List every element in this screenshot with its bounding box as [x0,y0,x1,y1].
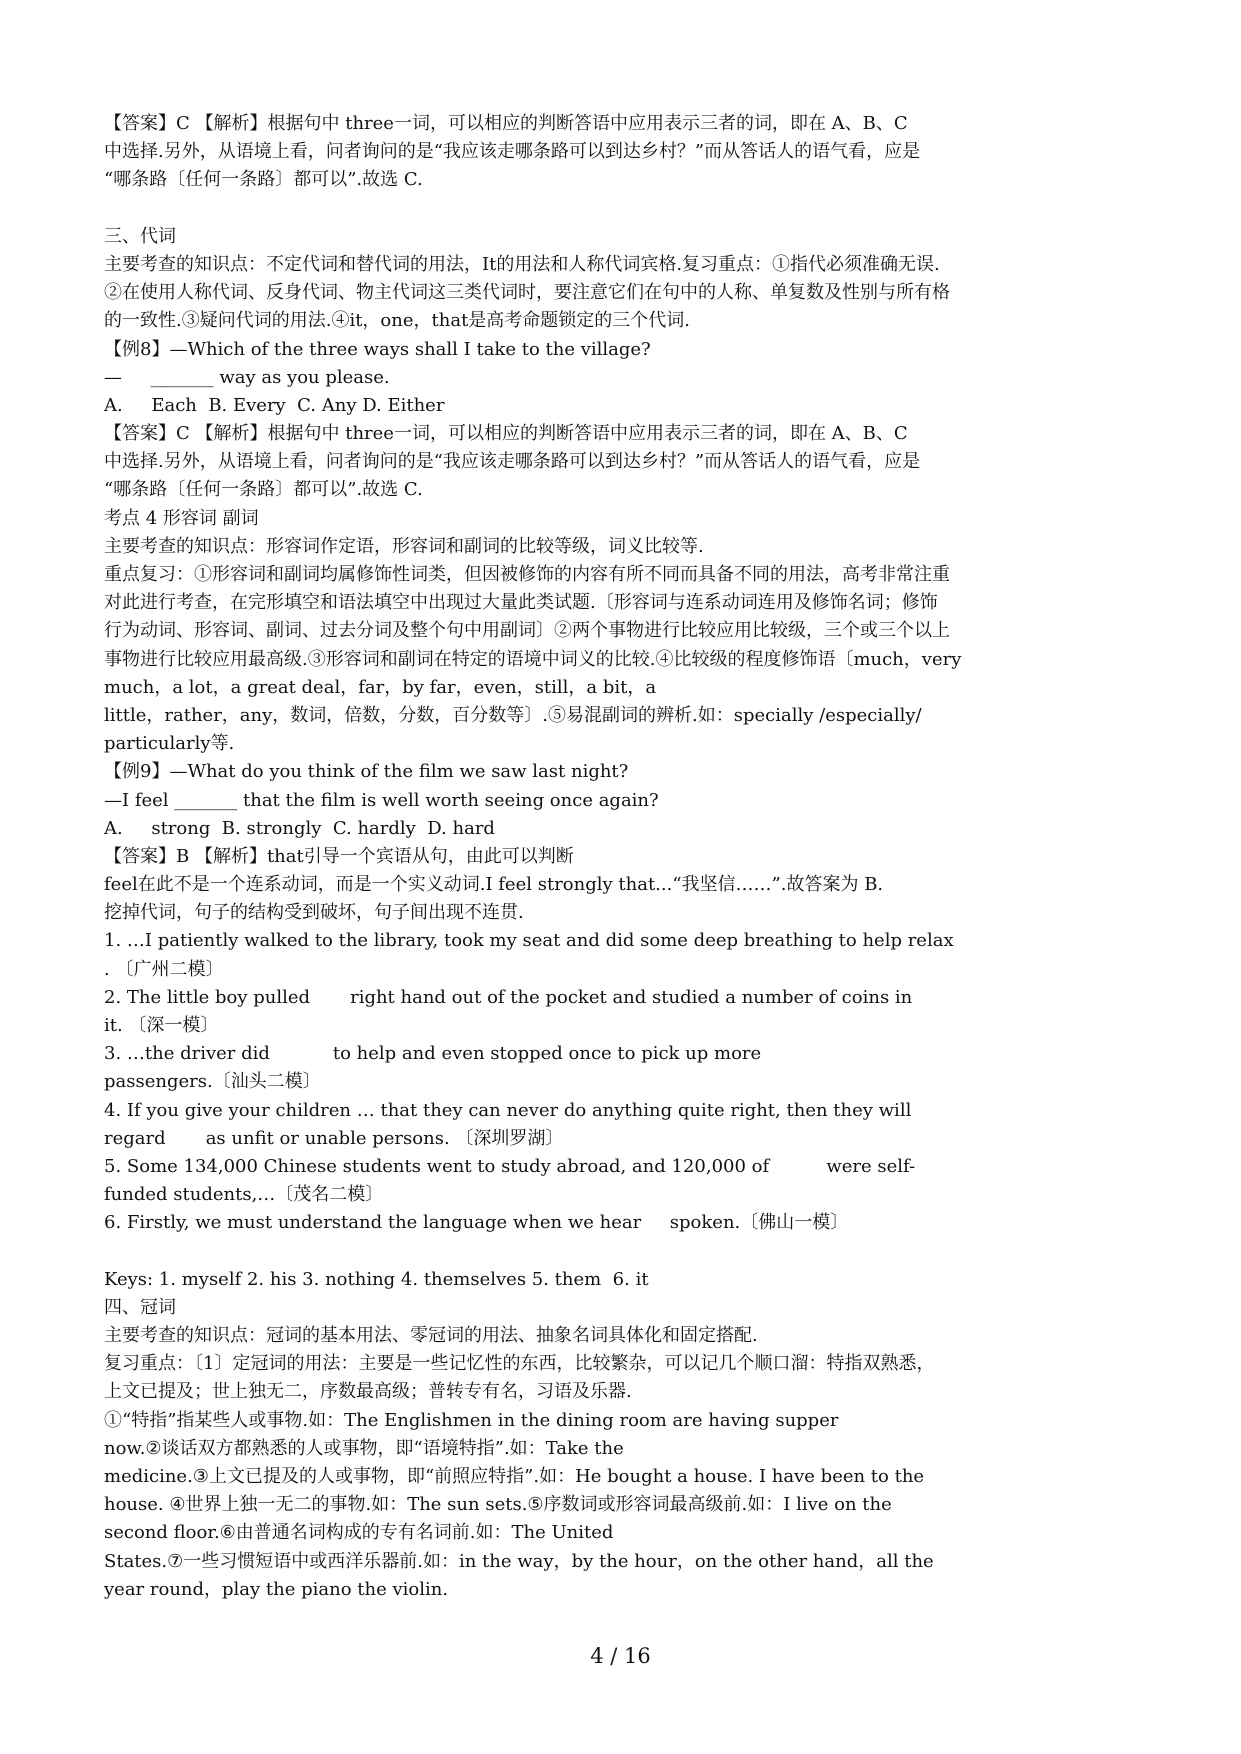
text-line: medicine.③上文已提及的人或事物，即“前照应特指”.如：He bought a house. I have been to the [104,1466,925,1487]
text-line: 【例8】—Which of the three ways shall I take to the village? [104,338,651,360]
text-line: 上文已提及；世上独无二，序数最高级；普转专有名，习语及乐器. [104,1381,632,1403]
text-line: 5. Some 134,000 Chinese students went to study abroad, and 120,000 of were self- [104,1155,916,1177]
text-line: house. ④世界上独一无二的事物.如：The sun sets.⑤序数词或形容词最高级前.如：I live on the [104,1494,892,1516]
text-line: 2. The little boy pulled right hand out of the pocket and studied a number of coins in [104,986,913,1008]
text-line: 6. Firstly, we must understand the language when we hear spoken.〔佛山一模〕 [104,1212,849,1234]
text-line: 四、冠词 [104,1296,176,1318]
text-line: it. 〔深一模〕 [104,1015,219,1036]
text-line: 三、代词 [104,225,176,247]
text-line: year round，play the piano the violin. [104,1578,449,1600]
text-line: 【答案】C 【解析】根据句中 three一词，可以相应的判断答语中应用表示三者的词，即在 A、B、C [104,113,908,134]
text-line: ①“特指”指某些人或事物.如：The Englishmen in the dining room are having supper [104,1409,839,1431]
text-line: “哪条路〔任何一条路〕都可以”.故选 C. [104,479,423,501]
text-line: 中选择.另外，从语境上看，问者询问的是“我应该走哪条路可以到达乡村？”而从答话人的语气看，应是 [104,141,921,163]
text-line [104,195,1140,223]
text-line: particularly等. [104,733,235,755]
text-line: second floor.⑥由普通名词构成的专有名词前.如：The United [104,1522,614,1544]
text-line: funded students,…〔茂名二模〕 [104,1184,384,1206]
text-line: passengers.〔汕头二模〕 [104,1071,321,1093]
text-line: much，a lot，a great deal，far，by far，even，still，a bit，a [104,676,657,698]
page-number: 4 / 16 [590,1644,651,1668]
text-line: ②在使用人称代词、反身代词、物主代词这三类代词时，要注意它们在句中的人称、单复数及性别与所有格 [104,282,950,304]
text-line: — _______ way as you please. [104,366,390,388]
text-line: 主要考查的知识点：冠词的基本用法、零冠词的用法、抽象名词具体化和固定搭配. [104,1325,758,1347]
text-line: A. strong B. strongly C. hardly D. hard [104,817,495,839]
text-line: 重点复习：①形容词和副词均属修饰性词类，但因被修饰的内容有所不同而具备不同的用法，高考非常注重 [104,564,950,585]
text-line: 事物进行比较应用最高级.③形容词和副词在特定的语境中词义的比较.④比较级的程度修饰语〔much，very [104,648,962,670]
text-line: 3. …the driver did to help and even stopped once to pick up more [104,1043,762,1065]
text-line: —I feel _______ that the film is well worth seeing once again? [104,789,659,811]
text-line: 行为动词、形容词、副词、过去分词及整个句中用副词〕②两个事物进行比较应用比较级，三个或三个以上 [104,620,950,642]
text-line: “哪条路〔任何一条路〕都可以”.故选 C. [104,169,423,191]
text-line: 对此进行考查，在完形填空和语法填空中出现过大量此类试题.〔形容词与连系动词连用及修饰名词；修饰 [104,592,938,614]
text-line [104,1238,1140,1266]
text-line: 4. If you give your children … that they can never do anything quite right, then they will [104,1099,912,1121]
text-line: feel在此不是一个连系动词，而是一个实义动词.I feel strongly that...“我坚信……”.故答案为 B. [104,874,884,896]
text-line: 挖掉代词，句子的结构受到破坏，句子间出现不连贯. [104,902,524,924]
text-line: 主要考查的知识点：形容词作定语，形容词和副词的比较等级，词义比较等. [104,535,704,557]
text-line: 【例9】—What do you think of the film we saw last night? [104,761,629,783]
text-line: now.②谈话双方都熟悉的人或事物，即“语境特指”.如：Take the [104,1437,624,1459]
text-line: 【答案】B 【解析】that引导一个宾语从句，由此可以判断 [104,845,574,867]
text-line: 主要考查的知识点：不定代词和替代词的用法，It的用法和人称代词宾格.复习重点：①指代必须准确无误. [104,253,940,275]
text-line: regard as unfit or unable persons. 〔深圳罗湖〕 [104,1127,564,1149]
text-line: Keys: 1. myself 2. his 3. nothing 4. themselves 5. them 6. it [104,1268,649,1290]
text-line: little，rather，any，数词，倍数，分数，百分数等〕.⑤易混副词的辨析.如：specially /especially/ [104,704,922,726]
page-content [104,110,1140,1604]
text-line: 考点 4 形容词 副词 [104,507,259,529]
text-line: 的一致性.③疑问代词的用法.④it，one，that是高考命题锁定的三个代词. [104,310,691,332]
text-line: States.⑦一些习惯短语中或西洋乐器前.如：in the way，by the hour，on the other hand，all the [104,1550,934,1572]
text-line: 【答案】C 【解析】根据句中 three一词，可以相应的判断答语中应用表示三者的词，即在 A、B、C [104,423,908,445]
text-line: 中选择.另外，从语境上看，问者询问的是“我应该走哪条路可以到达乡村？”而从答话人的语气看，应是 [104,451,921,473]
text-line: . 〔广州二模〕 [104,958,224,980]
text-line: 复习重点：〔1〕定冠词的用法：主要是一些记忆性的东西，比较繁杂，可以记几个顺口溜：特指双熟悉， [104,1353,935,1375]
text-line: 1. …I patiently walked to the library, took my seat and did some deep breathing to help relax [104,930,954,952]
text-line: A. Each B. Every C. Any D. Either [104,394,445,416]
